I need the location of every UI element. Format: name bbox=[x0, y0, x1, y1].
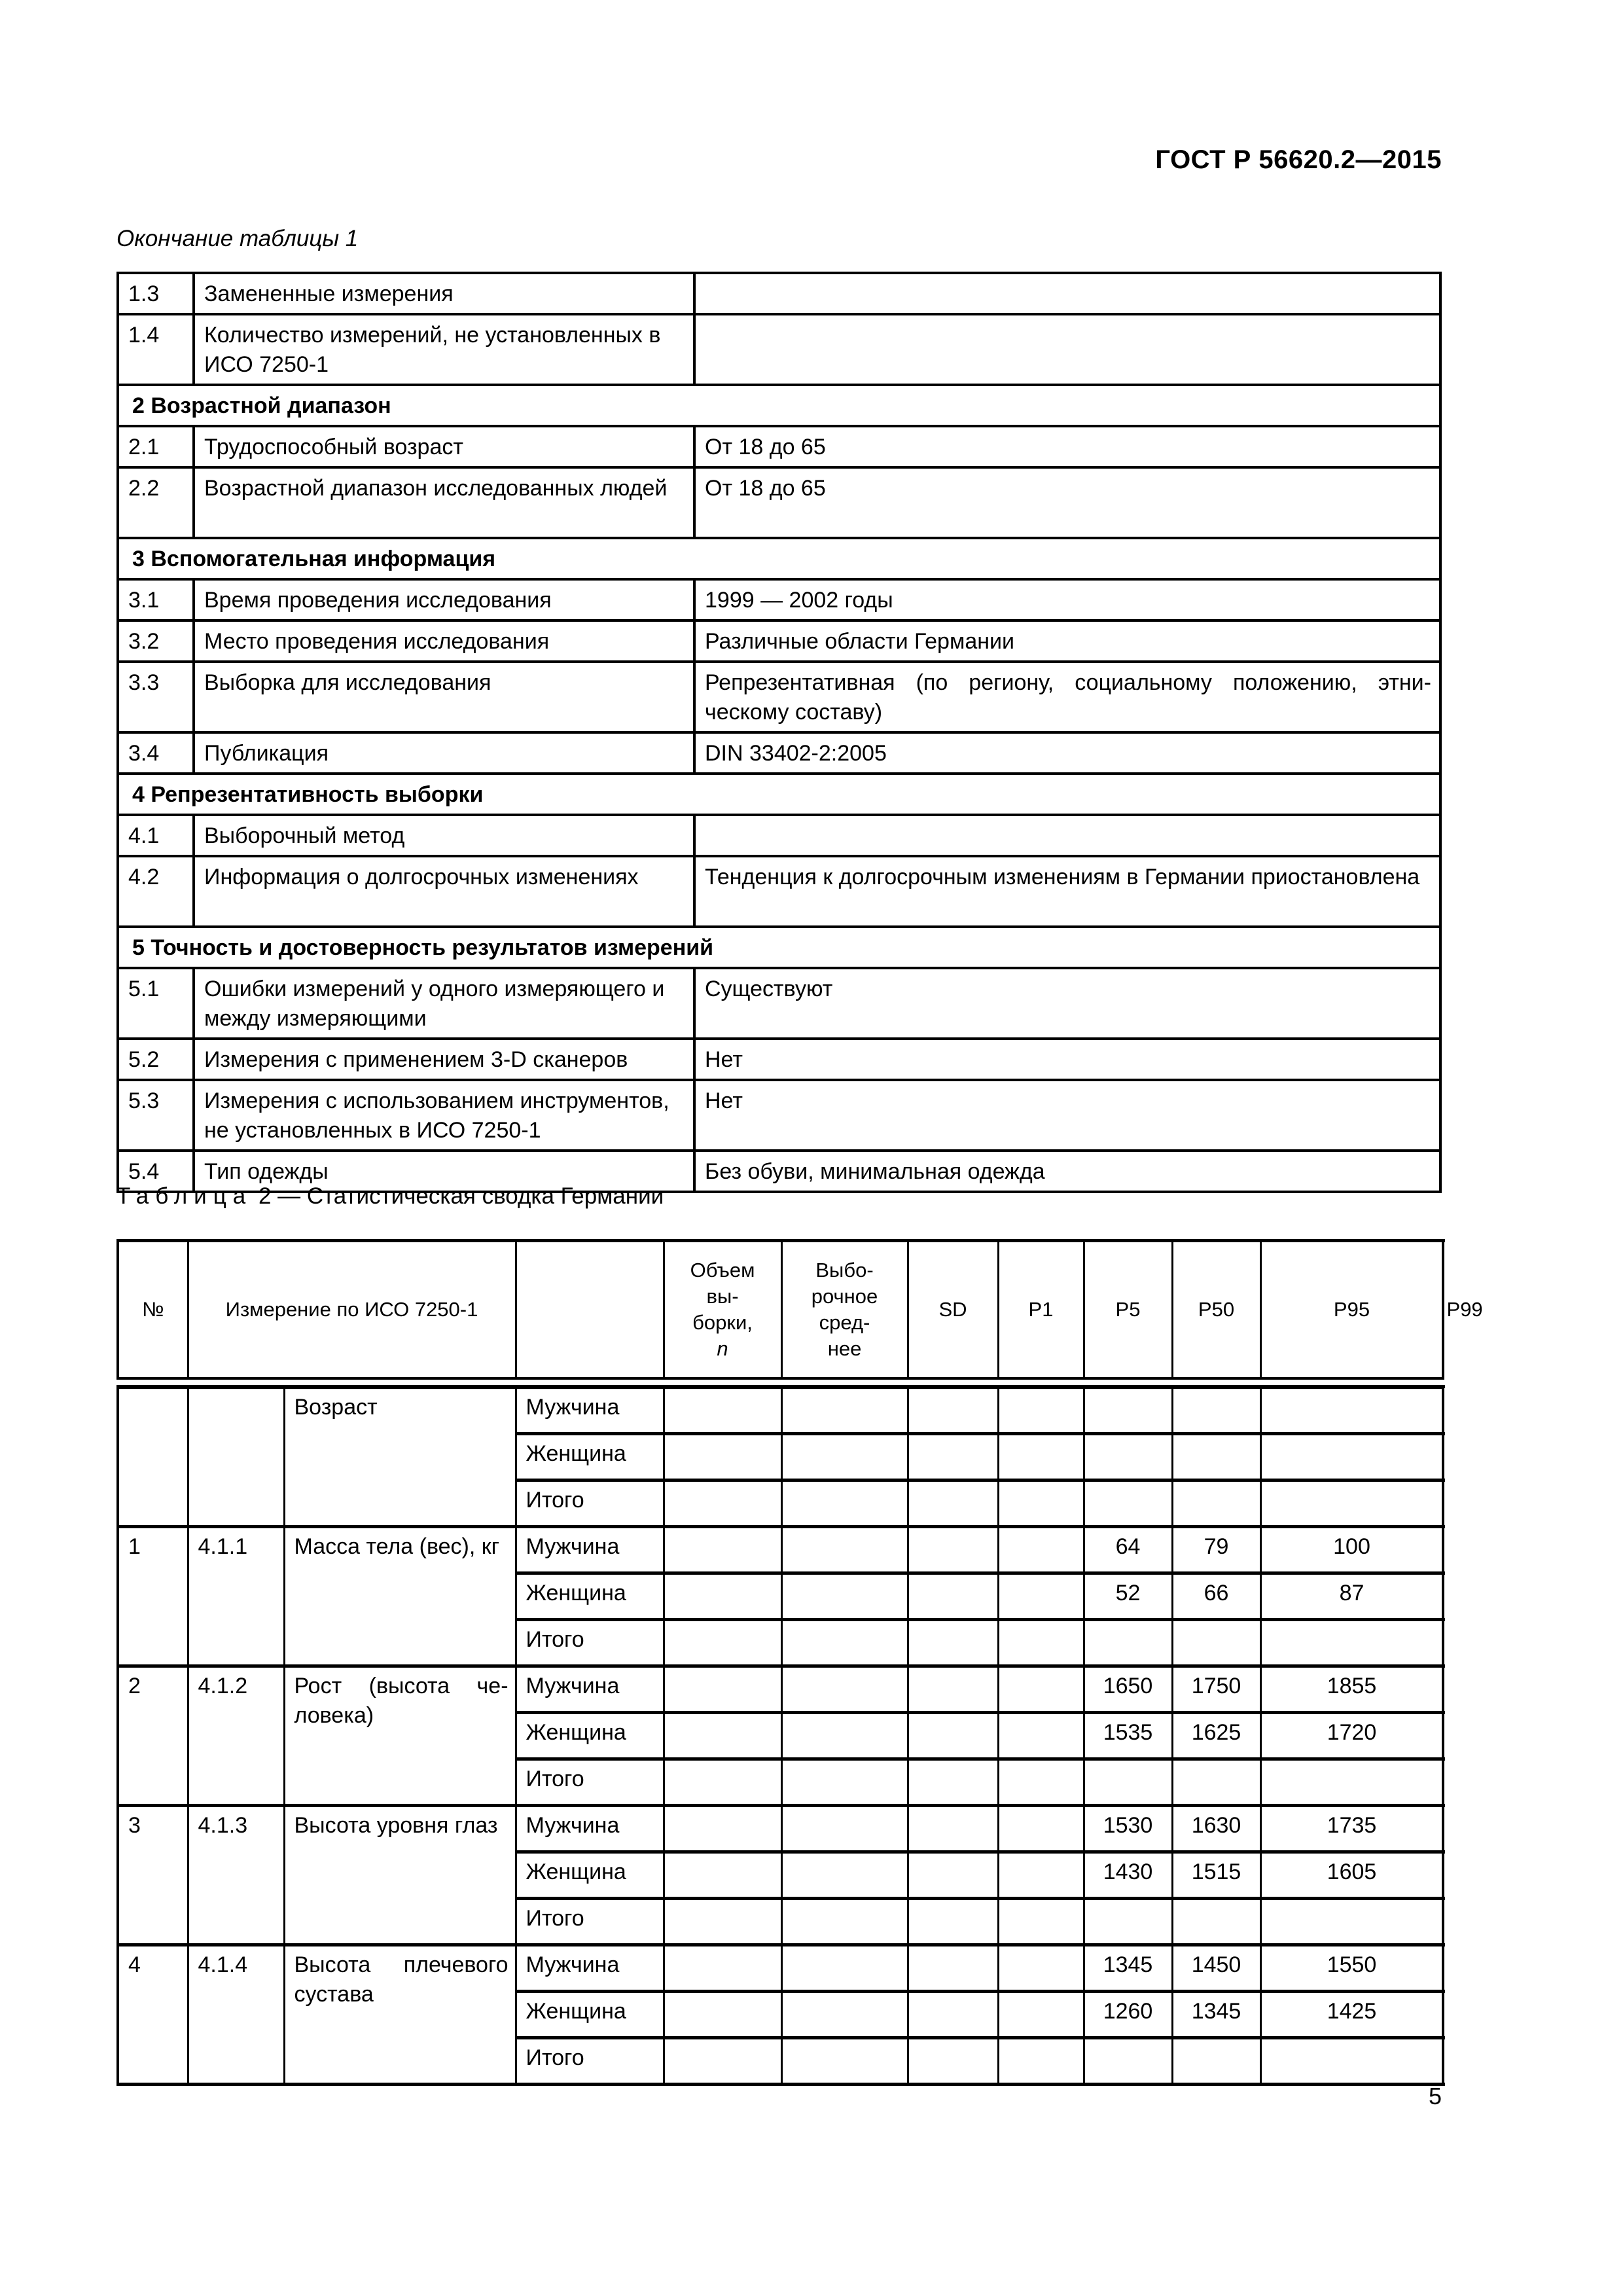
cell-n bbox=[664, 1433, 781, 1480]
table-row bbox=[118, 1387, 1443, 1434]
cell-sd bbox=[908, 1619, 998, 1666]
sex-group: Мужчина bbox=[516, 1666, 664, 1712]
table-row bbox=[118, 856, 1440, 927]
table-row bbox=[118, 732, 1440, 774]
table-row bbox=[118, 273, 1440, 314]
sex-group: Мужчина bbox=[516, 1805, 664, 1852]
item-label: Количество измерений, не установленных в ИСО 7250-1 bbox=[194, 314, 694, 385]
cell-sd bbox=[908, 1945, 998, 1991]
cell-p1 bbox=[998, 1387, 1084, 1434]
cell-p5: 1650 bbox=[1084, 1666, 1172, 1712]
cell-n bbox=[664, 1480, 781, 1526]
cell-n bbox=[664, 1526, 781, 1573]
iso-code: 4.1.4 bbox=[188, 1945, 284, 2084]
cell-n bbox=[664, 1387, 781, 1434]
cell-n bbox=[664, 1805, 781, 1852]
section-row bbox=[118, 385, 1440, 426]
cell-p1 bbox=[998, 1898, 1084, 1945]
cell-mean bbox=[781, 1805, 908, 1852]
header-p1: P1 bbox=[998, 1241, 1084, 1378]
item-number: 5.4 bbox=[118, 1151, 194, 1192]
cell-mean bbox=[781, 1898, 908, 1945]
cell-p5 bbox=[1084, 1480, 1172, 1526]
table-row bbox=[118, 579, 1440, 620]
cell-n bbox=[664, 1666, 781, 1712]
cell-p95 bbox=[1260, 1898, 1443, 1945]
item-value: Существуют bbox=[694, 968, 1440, 1039]
header-number: № bbox=[118, 1241, 188, 1378]
table-row bbox=[118, 1039, 1440, 1080]
sex-group: Итого bbox=[516, 1759, 664, 1805]
double-rule bbox=[118, 1378, 1443, 1387]
cell-mean bbox=[781, 1526, 908, 1573]
cell-p5: 1430 bbox=[1084, 1852, 1172, 1898]
cell-sd bbox=[908, 1712, 998, 1759]
item-label: Измерения с применением 3-D сканеров bbox=[194, 1039, 694, 1080]
table-caption-number: 2 bbox=[258, 1183, 272, 1209]
item-value: Различные области Германии bbox=[694, 620, 1440, 662]
row-number: 1 bbox=[118, 1526, 188, 1666]
header-symbol: n bbox=[717, 1336, 728, 1360]
cell-mean bbox=[781, 1666, 908, 1712]
table-row bbox=[118, 1080, 1440, 1151]
table-header-row: № Измерение по ИСО 7250-1 Объем вы- борки, n Выбо- рочное сред- нее SD P1 P5 P50 P95 P99 bbox=[118, 1241, 1443, 1378]
cell-p1 bbox=[998, 1526, 1084, 1573]
cell-p1 bbox=[998, 1619, 1084, 1666]
table-row bbox=[118, 815, 1440, 856]
header-text: борки, bbox=[692, 1310, 753, 1334]
table-caption-prefix: Таблица bbox=[116, 1183, 253, 1209]
header-separator bbox=[118, 1378, 1443, 1387]
cell-n bbox=[664, 1991, 781, 2037]
header-text: нее bbox=[827, 1336, 862, 1360]
cell-p50: 1625 bbox=[1172, 1712, 1260, 1759]
item-number: 3.2 bbox=[118, 620, 194, 662]
cell-sd bbox=[908, 2037, 998, 2084]
item-number: 1.3 bbox=[118, 273, 194, 314]
cell-mean bbox=[781, 1991, 908, 2037]
table-row bbox=[118, 1805, 1443, 1852]
cell-sd bbox=[908, 1852, 998, 1898]
table-row bbox=[118, 314, 1440, 385]
header-text: Объем bbox=[690, 1258, 755, 1282]
cell-mean bbox=[781, 1619, 908, 1666]
cell-p50 bbox=[1172, 1619, 1260, 1666]
cell-p1 bbox=[998, 1852, 1084, 1898]
table-2-statistical-summary bbox=[116, 1239, 1483, 2086]
cell-p50 bbox=[1172, 1759, 1260, 1805]
cell-sd bbox=[908, 1573, 998, 1619]
page-number: 5 bbox=[1428, 2083, 1442, 2109]
cell-mean bbox=[781, 1480, 908, 1526]
cell-p95 bbox=[1260, 1619, 1443, 1666]
cell-p95: 1550 bbox=[1260, 1945, 1443, 1991]
cell-p95: 1605 bbox=[1260, 1852, 1443, 1898]
header-text: рочное bbox=[811, 1284, 878, 1308]
cell-p1 bbox=[998, 1759, 1084, 1805]
cell-p1 bbox=[998, 1433, 1084, 1480]
cell-p5 bbox=[1084, 1898, 1172, 1945]
cell-p95 bbox=[1260, 1759, 1443, 1805]
item-label: Место проведения исследования bbox=[194, 620, 694, 662]
section-row bbox=[118, 927, 1440, 968]
iso-code: 4.1.2 bbox=[188, 1666, 284, 1805]
cell-mean bbox=[781, 1759, 908, 1805]
sex-group: Женщина bbox=[516, 1573, 664, 1619]
item-value: От 18 до 65 bbox=[694, 467, 1440, 538]
cell-p1 bbox=[998, 2037, 1084, 2084]
header-measurement: Измерение по ИСО 7250-1 bbox=[188, 1241, 516, 1378]
cell-mean bbox=[781, 1712, 908, 1759]
cell-sd bbox=[908, 1480, 998, 1526]
sex-group: Женщина bbox=[516, 1712, 664, 1759]
measurement-name: Возраст bbox=[284, 1387, 516, 1527]
cell-p50 bbox=[1172, 1433, 1260, 1480]
cell-p5: 52 bbox=[1084, 1573, 1172, 1619]
cell-sd bbox=[908, 1759, 998, 1805]
item-number: 3.3 bbox=[118, 662, 194, 732]
item-label: Трудоспособный возраст bbox=[194, 426, 694, 467]
cell-p50: 66 bbox=[1172, 1573, 1260, 1619]
table-row bbox=[118, 620, 1440, 662]
cell-n bbox=[664, 1573, 781, 1619]
table-caption-title: — Статистическая сводка Германии bbox=[277, 1183, 664, 1209]
cell-p1 bbox=[998, 1480, 1084, 1526]
cell-p50 bbox=[1172, 1480, 1260, 1526]
measurement-name: Рост (высота человека) bbox=[284, 1666, 516, 1805]
cell-sd bbox=[908, 1387, 998, 1434]
cell-p5 bbox=[1084, 1387, 1172, 1434]
sex-group: Мужчина bbox=[516, 1387, 664, 1434]
header-sample-mean bbox=[781, 1241, 908, 1378]
item-value: От 18 до 65 bbox=[694, 426, 1440, 467]
cell-mean bbox=[781, 1573, 908, 1619]
measurement-name: Высота уровня глаз bbox=[284, 1805, 516, 1945]
table-1-study-info bbox=[116, 272, 1442, 1193]
cell-n bbox=[664, 1852, 781, 1898]
cell-sd bbox=[908, 1433, 998, 1480]
cell-sd bbox=[908, 1805, 998, 1852]
cell-p95 bbox=[1260, 1387, 1443, 1434]
cell-p5 bbox=[1084, 1759, 1172, 1805]
item-label: Замененные измерения bbox=[194, 273, 694, 314]
table-row bbox=[118, 1526, 1443, 1573]
table-row bbox=[118, 426, 1440, 467]
cell-sd bbox=[908, 1991, 998, 2037]
row-number: 2 bbox=[118, 1666, 188, 1805]
cell-p95: 87 bbox=[1260, 1573, 1443, 1619]
item-value: DIN 33402-2:2005 bbox=[694, 732, 1440, 774]
row-number bbox=[118, 1387, 188, 1527]
cell-n bbox=[664, 1898, 781, 1945]
sex-group: Итого bbox=[516, 2037, 664, 2084]
iso-code bbox=[188, 1387, 284, 1527]
cell-p50 bbox=[1172, 2037, 1260, 2084]
sex-group: Женщина bbox=[516, 1991, 664, 2037]
cell-p1 bbox=[998, 1573, 1084, 1619]
cell-p95: 1735 bbox=[1260, 1805, 1443, 1852]
item-value bbox=[694, 314, 1440, 385]
cell-n bbox=[664, 1712, 781, 1759]
header-text: вы- bbox=[706, 1284, 739, 1308]
section-heading: 5 Точность и достоверность результатов измерений bbox=[118, 927, 1440, 968]
item-label: Измерения с использованием инструментов, не установленных в ИСО 7250-1 bbox=[194, 1080, 694, 1151]
header-sd: SD bbox=[908, 1241, 998, 1378]
sex-group: Мужчина bbox=[516, 1526, 664, 1573]
cell-mean bbox=[781, 1433, 908, 1480]
item-value: Нет bbox=[694, 1039, 1440, 1080]
item-number: 4.1 bbox=[118, 815, 194, 856]
row-number: 4 bbox=[118, 1945, 188, 2084]
header-text: сред- bbox=[819, 1310, 870, 1334]
cell-p1 bbox=[998, 1805, 1084, 1852]
cell-p5 bbox=[1084, 1619, 1172, 1666]
cell-p95: 1855 bbox=[1260, 1666, 1443, 1712]
cell-p5: 1260 bbox=[1084, 1991, 1172, 2037]
cell-p50: 1450 bbox=[1172, 1945, 1260, 1991]
cell-p5 bbox=[1084, 2037, 1172, 2084]
item-value: Тенденция к долгосрочным изменениям в Германии приостановлена bbox=[694, 856, 1440, 927]
table-row bbox=[118, 1666, 1443, 1712]
measurement-name: Высота плечевого сустава bbox=[284, 1945, 516, 2084]
cell-p95 bbox=[1260, 1433, 1443, 1480]
item-label: Выборочный метод bbox=[194, 815, 694, 856]
sex-group: Женщина bbox=[516, 1433, 664, 1480]
section-row bbox=[118, 538, 1440, 579]
cell-mean bbox=[781, 2037, 908, 2084]
cell-p5: 1535 bbox=[1084, 1712, 1172, 1759]
section-heading: 3 Вспомогательная информация bbox=[118, 538, 1440, 579]
section-heading: 2 Возрастной диапазон bbox=[118, 385, 1440, 426]
sex-group: Мужчина bbox=[516, 1945, 664, 1991]
item-number: 4.2 bbox=[118, 856, 194, 927]
item-number: 3.1 bbox=[118, 579, 194, 620]
table-row bbox=[118, 662, 1440, 732]
table-row bbox=[118, 968, 1440, 1039]
header-p5: P5 bbox=[1084, 1241, 1172, 1378]
cell-p1 bbox=[998, 1666, 1084, 1712]
table-continuation-label: Окончание таблицы 1 bbox=[116, 226, 359, 251]
item-label: Возрастной диапазон исследованных людей bbox=[194, 467, 694, 538]
header-p95: P95 bbox=[1260, 1241, 1443, 1378]
item-number: 2.2 bbox=[118, 467, 194, 538]
cell-p95: 1425 bbox=[1260, 1991, 1443, 2037]
cell-sd bbox=[908, 1898, 998, 1945]
standard-designation: ГОСТ Р 56620.2—2015 bbox=[1155, 145, 1442, 174]
cell-p5: 1345 bbox=[1084, 1945, 1172, 1991]
cell-p95 bbox=[1260, 2037, 1443, 2084]
cell-n bbox=[664, 2037, 781, 2084]
item-value bbox=[694, 815, 1440, 856]
cell-n bbox=[664, 1945, 781, 1991]
item-number: 3.4 bbox=[118, 732, 194, 774]
item-number: 2.1 bbox=[118, 426, 194, 467]
cell-p50: 1630 bbox=[1172, 1805, 1260, 1852]
item-label: Выборка для исследования bbox=[194, 662, 694, 732]
iso-code: 4.1.1 bbox=[188, 1526, 284, 1666]
sex-group: Итого bbox=[516, 1480, 664, 1526]
cell-p50: 79 bbox=[1172, 1526, 1260, 1573]
item-number: 1.4 bbox=[118, 314, 194, 385]
item-number: 5.1 bbox=[118, 968, 194, 1039]
cell-p50: 1750 bbox=[1172, 1666, 1260, 1712]
cell-p5 bbox=[1084, 1433, 1172, 1480]
cell-sd bbox=[908, 1526, 998, 1573]
iso-code: 4.1.3 bbox=[188, 1805, 284, 1945]
cell-p1 bbox=[998, 1945, 1084, 1991]
header-group bbox=[516, 1241, 664, 1378]
sex-group: Женщина bbox=[516, 1852, 664, 1898]
item-label: Время проведения исследования bbox=[194, 579, 694, 620]
measurement-name: Масса тела (вес), кг bbox=[284, 1526, 516, 1666]
cell-mean bbox=[781, 1945, 908, 1991]
cell-p95 bbox=[1260, 1480, 1443, 1526]
item-number: 5.3 bbox=[118, 1080, 194, 1151]
item-value bbox=[694, 273, 1440, 314]
cell-p5: 1530 bbox=[1084, 1805, 1172, 1852]
item-value: Нет bbox=[694, 1080, 1440, 1151]
cell-n bbox=[664, 1759, 781, 1805]
item-number: 5.2 bbox=[118, 1039, 194, 1080]
cell-p1 bbox=[998, 1712, 1084, 1759]
header-p50: P50 bbox=[1172, 1241, 1260, 1378]
cell-p95: 1720 bbox=[1260, 1712, 1443, 1759]
header-sample-size bbox=[664, 1241, 781, 1378]
item-label: Публикация bbox=[194, 732, 694, 774]
sex-group: Итого bbox=[516, 1619, 664, 1666]
cell-mean bbox=[781, 1852, 908, 1898]
item-value: Без обуви, минимальная одежда bbox=[694, 1151, 1440, 1192]
table-2-caption bbox=[116, 1183, 664, 1210]
item-value: 1999 — 2002 годы bbox=[694, 579, 1440, 620]
cell-p1 bbox=[998, 1991, 1084, 2037]
item-label: Ошибки измерений у одного измеряющего и между измеряющими bbox=[194, 968, 694, 1039]
cell-n bbox=[664, 1619, 781, 1666]
table-row bbox=[118, 1945, 1443, 1991]
cell-p5: 64 bbox=[1084, 1526, 1172, 1573]
item-value: Репрезентативная (по региону, социальному положению, этническому составу) bbox=[694, 662, 1440, 732]
section-row bbox=[118, 774, 1440, 815]
row-number: 3 bbox=[118, 1805, 188, 1945]
item-label: Информация о долгосрочных изменениях bbox=[194, 856, 694, 927]
header-text: Выбо- bbox=[815, 1258, 874, 1282]
cell-p95: 100 bbox=[1260, 1526, 1443, 1573]
cell-mean bbox=[781, 1387, 908, 1434]
cell-p50: 1515 bbox=[1172, 1852, 1260, 1898]
cell-p50 bbox=[1172, 1387, 1260, 1434]
cell-p50: 1345 bbox=[1172, 1991, 1260, 2037]
cell-sd bbox=[908, 1666, 998, 1712]
sex-group: Итого bbox=[516, 1898, 664, 1945]
section-heading: 4 Репрезентативность выборки bbox=[118, 774, 1440, 815]
table-row bbox=[118, 467, 1440, 538]
cell-p50 bbox=[1172, 1898, 1260, 1945]
item-label: Тип одежды bbox=[194, 1151, 694, 1192]
